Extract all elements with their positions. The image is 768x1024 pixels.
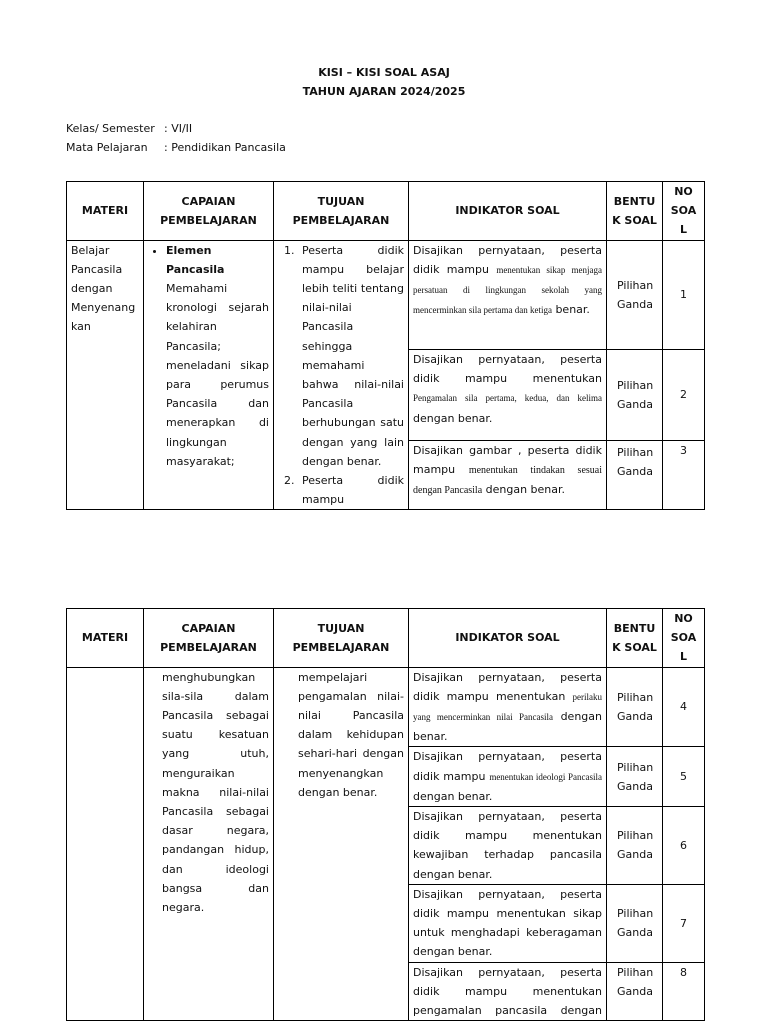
- bentuk-header-line2: K SOAL: [612, 640, 657, 654]
- materi-cell: [67, 667, 144, 1021]
- bentuk-text: Pilihan Ganda: [617, 760, 654, 793]
- col-bentuk-header: [607, 182, 663, 241]
- col-capaian-header: [144, 609, 274, 668]
- tujuan-header-line2: PEMBELAJARAN: [292, 213, 390, 227]
- materi-cell: [67, 240, 144, 510]
- bentuk-cell: [607, 962, 663, 1021]
- capaian-header-line2: PEMBELAJARAN: [160, 213, 257, 227]
- col-indikator-header: INDIKATOR SOAL: [409, 182, 607, 241]
- no-text: 7: [680, 916, 687, 930]
- no-cell: [663, 667, 705, 747]
- indikator-text-b: Pengamalan sila pertama, kedua, dan kelima: [413, 393, 602, 404]
- bentuk-header-line1: BENTU: [613, 621, 656, 635]
- no-header-line1: NO: [674, 612, 693, 625]
- col-capaian-header: [144, 182, 274, 241]
- tujuan-item-2: 2. Peserta didik mampu: [298, 471, 404, 509]
- no-text: 1: [680, 288, 687, 302]
- bentuk-cell: [607, 667, 663, 747]
- no-text: 3: [680, 443, 687, 457]
- no-cell: [663, 962, 705, 1021]
- materi-text: Belajar Pancasila dengan Menyenang kan: [71, 243, 136, 334]
- kisi-table-2: [66, 608, 705, 1021]
- indikator-cell: [409, 962, 607, 1021]
- tujuan-header-line1: TUJUAN: [317, 621, 365, 635]
- indikator-text-b: perilaku yang mencerminkan nilai Pancasila: [413, 691, 602, 723]
- capaian-cell: [144, 667, 274, 1021]
- no-cell: [663, 884, 705, 962]
- no-header-line1: NO: [674, 185, 693, 198]
- indikator-cell: [409, 349, 607, 440]
- bentuk-text: Pilihan Ganda: [617, 690, 654, 724]
- indikator-cell: [409, 807, 607, 885]
- col-no-header: [663, 182, 705, 241]
- no-header-line2: SOA: [670, 631, 697, 645]
- bentuk-cell: [607, 807, 663, 885]
- bentuk-text: Pilihan Ganda: [617, 278, 654, 311]
- no-cell: [663, 240, 705, 349]
- tujuan-header-line1: TUJUAN: [317, 194, 365, 208]
- kisi-table-1: [66, 181, 705, 510]
- no-text: 2: [680, 388, 687, 402]
- tujuan-cell: [274, 667, 409, 1021]
- bentuk-cell: [607, 747, 663, 807]
- bentuk-text: Pilihan Ganda: [617, 829, 654, 862]
- table-header-row: [67, 609, 705, 668]
- no-text: 6: [680, 838, 687, 852]
- bentuk-text: Pilihan Ganda: [617, 445, 654, 478]
- indikator-text-a: Disajikan pernyataan, peserta didik mampu menentukan sikap untuk menghadapi keberagaman dengan benar.: [413, 887, 602, 959]
- tujuan-header-line2: PEMBELAJARAN: [292, 640, 390, 654]
- no-cell: [663, 349, 705, 440]
- capaian-header-line1: CAPAIAN: [181, 621, 236, 635]
- bentuk-cell: [607, 884, 663, 962]
- capaian-header-line1: CAPAIAN: [181, 194, 236, 208]
- mapel-label: Mata Pelajaran: [66, 141, 148, 154]
- col-tujuan-header: [274, 182, 409, 241]
- indikator-text-c: dengan benar.: [413, 411, 493, 425]
- bentuk-header-line1: BENTU: [613, 194, 656, 208]
- col-materi-header: MATERI: [67, 182, 144, 241]
- indikator-text-c: dengan benar.: [413, 710, 602, 744]
- indikator-text-a: Disajikan gambar , peserta didik mampu: [413, 443, 602, 476]
- capaian-element-bullet: • Elemen Pancasila: [166, 241, 269, 279]
- bentuk-text: Pilihan Ganda: [617, 378, 654, 411]
- indikator-text-b: menentukan sikap menjaga persatuan di lingkungan sekolah yang mencerminkan sila pertama dan ketiga: [413, 264, 603, 316]
- kelas-line: [66, 122, 192, 135]
- col-bentuk-header: [607, 609, 663, 668]
- indikator-text-a: Disajikan pernyataan, peserta didik mampu menentukan: [413, 670, 602, 703]
- tujuan-item-1: 1. Peserta didik mampu belajar lebih teliti tentang nilai-nilai Pancasila sehingga memahami bahwa nilai-nilai Pancasila berhubungan satu dengan yang lain dengan benar.: [298, 241, 404, 471]
- indikator-cell: [409, 667, 607, 747]
- kelas-value: : VI/II: [164, 122, 193, 135]
- kelas-label: Kelas/ Semester: [66, 122, 155, 135]
- tujuan-text: mempelajari pengamalan nilai-nilai Pancasila dalam kehidupan sehari-hari dengan menyenangkan dengan benar.: [298, 670, 404, 799]
- no-text: 4: [680, 700, 687, 714]
- mapel-line: [66, 141, 286, 154]
- bentuk-header-line2: K SOAL: [612, 213, 657, 227]
- col-materi-header: MATERI: [67, 609, 144, 668]
- indikator-cell: [409, 747, 607, 807]
- no-text: 5: [680, 770, 687, 784]
- no-cell: [663, 747, 705, 807]
- table-row: [67, 240, 705, 349]
- indikator-text-b: menentukan ideologi Pancasila: [489, 771, 603, 782]
- col-tujuan-header: [274, 609, 409, 668]
- table-header-row: [67, 182, 705, 241]
- capaian-text: Memahami kronologi sejarah kelahiran Pancasila; meneladani sikap para perumus Pancasila dan menerapkan di lingkungan masyarakat;: [166, 282, 269, 468]
- indikator-cell: [409, 884, 607, 962]
- indikator-text-a: Disajikan pernyataan, peserta didik mampu: [413, 243, 602, 276]
- capaian-header-line2: PEMBELAJARAN: [160, 640, 257, 654]
- bentuk-text: Pilihan Ganda: [617, 907, 654, 940]
- no-header-line3: L: [679, 223, 687, 237]
- indikator-cell: [409, 240, 607, 349]
- table-row: [67, 667, 705, 747]
- indikator-text-a: Disajikan pernyataan, peserta didik mampu menentukan pengamalan pancasila dengan: [413, 965, 602, 1018]
- bentuk-cell: [607, 240, 663, 349]
- capaian-text: menghubungkan sila-sila dalam Pancasila sebagai suatu kesatuan yang utuh, menguraikan makna nilai-nilai Pancasila sebagai dasar negara, pandangan hidup, dan ideologi bangsa dan negara.: [162, 670, 269, 915]
- indikator-text-b: menentukan tindakan sesuai dengan Pancasila: [413, 464, 602, 497]
- indikator-text-c: benar.: [555, 303, 590, 317]
- no-text: 8: [680, 965, 687, 979]
- document-title: KISI – KISI SOAL ASAJ: [318, 66, 450, 79]
- indikator-text-a: Disajikan pernyataan, peserta didik mampu menentukan kewajiban terhadap pancasila dengan benar.: [413, 810, 602, 881]
- no-header-line3: L: [679, 650, 687, 664]
- indikator-text-a: Disajikan pernyataan, peserta didik mampu menentukan: [413, 352, 602, 386]
- indikator-text-a: Disajikan pernyataan, peserta didik mampu: [413, 750, 602, 783]
- no-header-line2: SOA: [670, 204, 697, 218]
- no-cell: [663, 440, 705, 510]
- capaian-cell: [144, 240, 274, 510]
- indikator-cell: [409, 440, 607, 510]
- tujuan-cell: [274, 240, 409, 510]
- document-subtitle: TAHUN AJARAN 2024/2025: [302, 85, 466, 98]
- bentuk-text: Pilihan Ganda: [617, 965, 654, 998]
- indikator-text-c: dengan benar.: [413, 789, 493, 803]
- bentuk-cell: [607, 440, 663, 510]
- no-cell: [663, 807, 705, 885]
- col-indikator-header: INDIKATOR SOAL: [409, 609, 607, 668]
- mapel-value: : Pendidikan Pancasila: [164, 141, 286, 154]
- bentuk-cell: [607, 349, 663, 440]
- col-no-header: [663, 609, 705, 668]
- indikator-text-c: dengan benar.: [485, 483, 566, 497]
